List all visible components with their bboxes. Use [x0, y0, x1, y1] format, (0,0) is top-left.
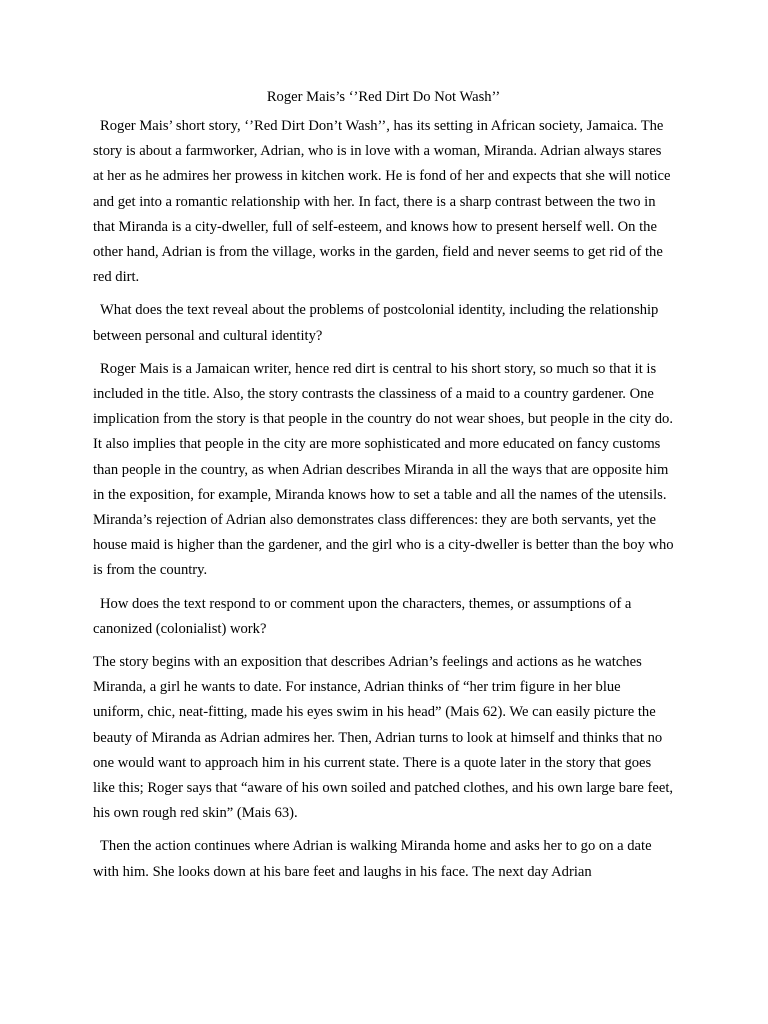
document-title: Roger Mais’s ‘’Red Dirt Do Not Wash’’ [266, 89, 501, 105]
paragraph-question-canon: How does the text respond to or comment upon the characters, themes, or assumptions of a canonized (colonialist) work? [93, 595, 632, 637]
paragraph-intro: Roger Mais’ short story, ‘’Red Dirt Don’t Wash’’, has its setting in African society, Jamaica. The story is about a farmworker, Adrian, who is in love with a woman, Miranda. Adrian always stares at her as he admires her prowess in kitchen work. He is fond of her and expects that she will notice and get into a romantic relationship with her. In fact, there is a sharp contrast between the two in that Miranda is a city-dweller, full of self-esteem, and knows how to present herself well. On the other hand, Adrian is from the village, works in the garden, field and never seems to get rid of the red dirt. [93, 118, 671, 286]
paragraph-question-identity: What does the text reveal about the problems of postcolonial identity, including the relationship between personal and cultural identity? [93, 302, 659, 344]
paragraph-action: Then the action continues where Adrian is walking Miranda home and asks her to go on a date with him. She looks down at his bare feet and laughs in his face. The next day Adrian [93, 838, 652, 880]
paragraph-exposition: The story begins with an exposition that describes Adrian’s feelings and actions as he watches Miranda, a girl he wants to date. For instance, Adrian thinks of “her trim figure in her blue uniform, chic, neat-fitting, made his eyes swim in his head” (Mais 62). We can easily picture the beauty of Miranda as Adrian admires her. Then, Adrian turns to look at himself and thinks that no one would want to approach him in his current state. There is a quote later in the story that goes like this; Roger says that “aware of his own soiled and patched clothes, and his own large bare feet, his own rough red skin” (Mais 63). [93, 654, 674, 822]
paragraph-identity-answer: Roger Mais is a Jamaican writer, hence red dirt is central to his short story, so much so that it is included in the title. Also, the story contrasts the classiness of a maid to a country gardener. One implication from the story is that people in the country do not wear shoes, but people in the city do. It also implies that people in the city are more sophisticated and more educated on fancy customs than people in the country, as when Adrian describes Miranda in all the ways that are opposite him in the exposition, for example, Miranda knows how to set a table and all the names of the utensils. Miranda’s rejection of Adrian also demonstrates class differences: they are both servants, yet the house maid is higher than the gardener, and the girl who is a city-dweller is better than the boy who is from the country. [93, 360, 674, 579]
